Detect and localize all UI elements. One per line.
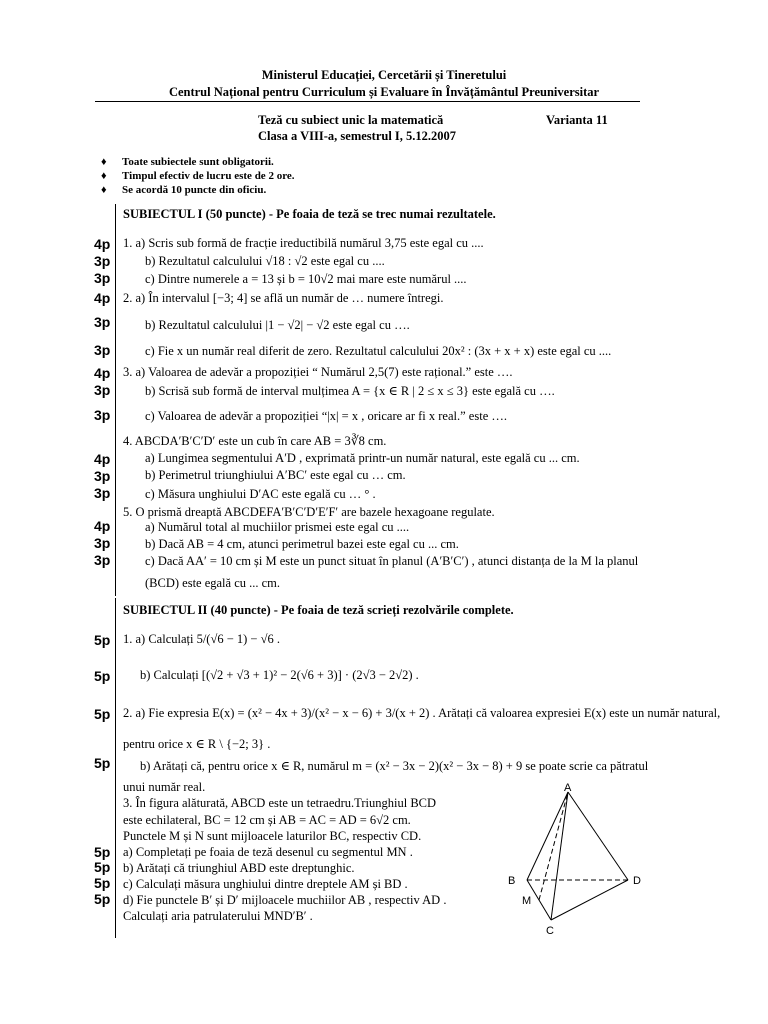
- problem-line: 3. a) Valoarea de adevăr a propoziției “ Numărul 2,5(7) este rațional.” este ….: [123, 365, 513, 379]
- problem-line: 4. ABCDA′B′C′D′ este un cub în care AB = 3∛8 cm.: [123, 434, 387, 448]
- points-label: 3p: [94, 552, 111, 568]
- label-b: B: [508, 875, 516, 887]
- points-label: 3p: [94, 253, 111, 269]
- ministry-header: Ministerul Educației, Cercetării și Tineretului: [261, 68, 507, 82]
- points-label: 4p: [94, 290, 111, 306]
- problem-line: Calculați aria patrulaterului MND′B′ .: [123, 909, 313, 923]
- points-label: 4p: [94, 365, 111, 381]
- edge-cd: [551, 880, 628, 920]
- points-label: 3p: [94, 468, 111, 484]
- problem-line: pentru orice x ∈ R \ {−2; 3} .: [123, 737, 271, 751]
- problem-line: 2. a) În intervalul [−3; 4] se află un număr de … numere întregi.: [123, 291, 444, 305]
- instruction-item: Se acordă 10 puncte din oficiu.: [122, 184, 267, 196]
- problem-line: b) Calculați [(√2 + √3 + 1)² − 2(√6 + 3)] · (2√3 − 2√2) .: [140, 668, 419, 682]
- subject1-margin-line: [115, 204, 116, 596]
- problem-line: c) Dacă AA′ = 10 cm și M este un punct situat în planul (A′B′C′) , atunci distanța de la M la planul: [145, 554, 639, 568]
- problem-line: 5. O prismă dreaptă ABCDEFA′B′C′D′E′F′ are bazele hexagoane regulate.: [123, 505, 495, 519]
- points-label: 3p: [94, 342, 111, 358]
- points-label: 5p: [94, 875, 111, 891]
- variant-label: Varianta 11: [546, 113, 608, 127]
- instruction-item: Toate subiectele sunt obligatorii.: [122, 156, 274, 168]
- tetrahedron-figure: [500, 780, 660, 940]
- points-label: 5p: [94, 891, 111, 907]
- points-label: 5p: [94, 668, 111, 684]
- points-label: 5p: [94, 844, 111, 860]
- points-label: 4p: [94, 236, 111, 252]
- problem-line: este echilateral, BC = 12 cm și AB = AC = AD = 6√2 cm.: [123, 813, 411, 827]
- problem-line: 1. a) Scris sub formă de fracție ireductibilă numărul 3,75 este egal cu ....: [123, 236, 484, 250]
- bullet-icon: ♦: [101, 156, 107, 168]
- points-label: 3p: [94, 382, 111, 398]
- problem-line: c) Fie x un număr real diferit de zero. Rezultatul calculului 20x² : (3x + x + x) este egal cu ....: [145, 344, 612, 358]
- problem-line: c) Măsura unghiului D′AC este egală cu … ° .: [145, 487, 376, 501]
- problem-line: c) Valoarea de adevăr a propoziției “|x| = x , oricare ar fi x real.” este ….: [145, 409, 507, 423]
- problem-line: 2. a) Fie expresia E(x) = (x² − 4x + 3)/(x² − x − 6) + 3/(x + 2) . Arătați că valoarea expresiei E(x) este un număr natural,: [123, 706, 721, 720]
- problem-line: Punctele M și N sunt mijloacele laturilor BC, respectiv CD.: [123, 829, 422, 843]
- edge-ad: [568, 792, 628, 880]
- problem-line: b) Rezultatul calculului √18 : √2 este egal cu ....: [145, 254, 385, 268]
- problem-line: b) Rezultatul calculului |1 − √2| − √2 este egal cu ….: [145, 318, 410, 332]
- problem-line: 1. a) Calculați 5/(√6 − 1) − √6 .: [123, 632, 280, 646]
- label-a: A: [564, 782, 572, 794]
- problem-line: (BCD) este egală cu ... cm.: [145, 576, 281, 590]
- center-header: Centrul Național pentru Curriculum și Evaluare în Învățământul Preuniversitar: [168, 85, 600, 99]
- problem-line: b) Arătați că, pentru orice x ∈ R, numărul m = (x² − 3x − 2)(x² − 3x − 8) + 9 se poate scrie ca pătratul: [140, 759, 649, 773]
- points-label: 3p: [94, 314, 111, 330]
- label-m: M: [522, 895, 532, 907]
- problem-line: c) Calculați măsura unghiului dintre dreptele AM și BD .: [123, 877, 408, 891]
- points-label: 5p: [94, 706, 111, 722]
- problem-line: a) Lungimea segmentului A′D , exprimată printr-un număr natural, este egală cu ... cm.: [145, 451, 580, 465]
- problem-line: a) Completați pe foaia de teză desenul cu segmentul MN .: [123, 845, 413, 859]
- instruction-item: Timpul efectiv de lucru este de 2 ore.: [122, 170, 295, 182]
- subject2-heading: SUBIECTUL II (40 puncte) - Pe foaia de teză scrieți rezolvările complete.: [123, 603, 514, 617]
- problem-line: b) Dacă AB = 4 cm, atunci perimetrul bazei este egal cu ... cm.: [145, 537, 459, 551]
- problem-line: a) Numărul total al muchiilor prismei este egal cu ....: [145, 520, 410, 534]
- problem-line: c) Dintre numerele a = 13 și b = 10√2 mai mare este numărul ....: [145, 272, 467, 286]
- problem-line: unui număr real.: [123, 780, 206, 794]
- subject1-heading: SUBIECTUL I (50 puncte) - Pe foaia de teză se trec numai rezultatele.: [123, 207, 496, 221]
- points-label: 5p: [94, 859, 111, 875]
- problem-line: d) Fie punctele B′ și D′ mijloacele muchiilor AB , respectiv AD .: [123, 893, 447, 907]
- bullet-icon: ♦: [101, 170, 107, 182]
- points-label: 3p: [94, 270, 111, 286]
- problem-line: b) Perimetrul triunghiului A′BC′ este egal cu … cm.: [145, 468, 406, 482]
- points-label: 3p: [94, 407, 111, 423]
- bullet-icon: ♦: [101, 184, 107, 196]
- points-label: 3p: [94, 485, 111, 501]
- header-rule: [95, 101, 640, 102]
- problem-line: b) Arătați că triunghiul ABD este dreptunghic.: [123, 861, 355, 875]
- points-label: 5p: [94, 755, 111, 771]
- exam-title: Teză cu subiect unic la matematică: [258, 113, 444, 127]
- subject2-margin-line: [115, 598, 116, 938]
- problem-line: 3. În figura alăturată, ABCD este un tetraedru.Triunghiul BCD: [123, 796, 437, 810]
- problem-line: b) Scrisă sub formă de interval mulțimea A = {x ∈ R | 2 ≤ x ≤ 3} este egală cu ….: [145, 384, 555, 398]
- points-label: 5p: [94, 632, 111, 648]
- label-c: C: [546, 925, 554, 937]
- points-label: 4p: [94, 518, 111, 534]
- points-label: 3p: [94, 535, 111, 551]
- points-label: 4p: [94, 451, 111, 467]
- label-d: D: [633, 875, 641, 887]
- exam-subtitle: Clasa a VIII-a, semestrul I, 5.12.2007: [258, 129, 457, 143]
